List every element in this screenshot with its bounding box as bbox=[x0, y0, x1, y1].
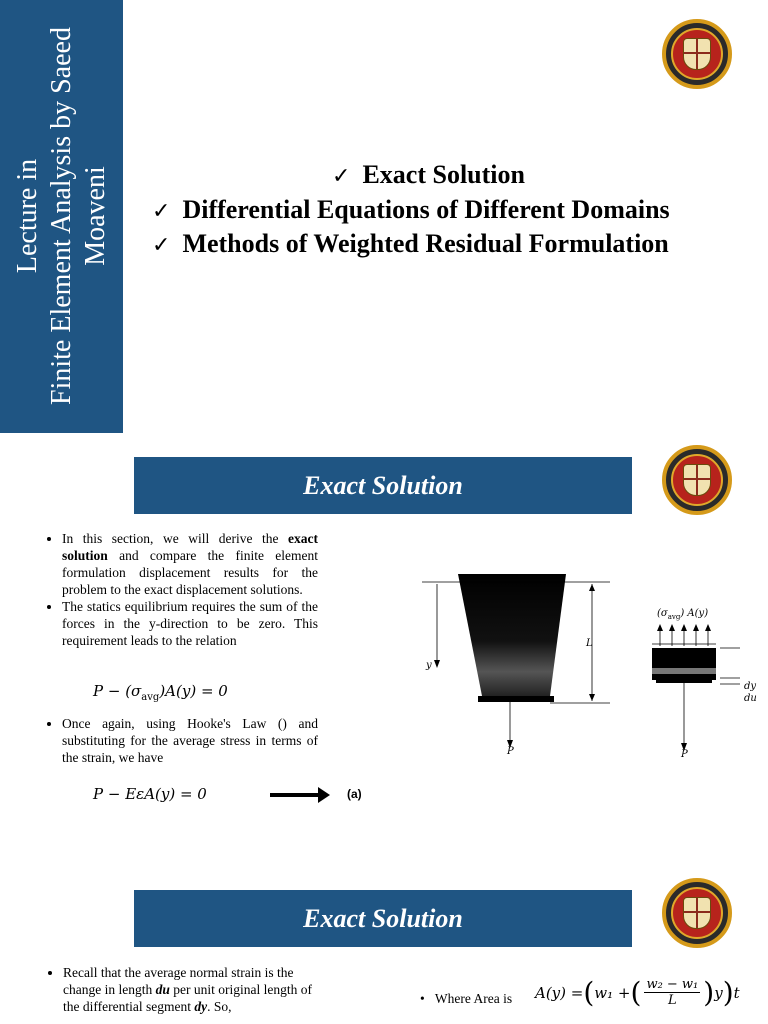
university-seal-logo bbox=[662, 445, 732, 515]
slide-title: Exact Solution bbox=[134, 457, 632, 514]
list-item: • Recall that the average normal strain is the change in length du per unit original length of the differential segment dy. So, bbox=[63, 964, 320, 1015]
topic-item: ✓ Exact Solution bbox=[332, 160, 525, 189]
tapered-bar-diagram bbox=[420, 568, 768, 768]
diagram-graphic bbox=[420, 568, 768, 768]
stress-label: $(\sigma_{avg})$ A(y) bbox=[657, 608, 709, 621]
area-equation: A(y) = ( w₁ + ( $\frac{\text{w₂ − w₁}}{L}$ ) y ) t bbox=[535, 976, 740, 1009]
topic-item: ✓ Differential Equations of Different Domains bbox=[152, 195, 670, 224]
du-label: du bbox=[744, 693, 757, 704]
text-column bbox=[45, 964, 320, 1015]
list-item: • Once again, using Hooke's Law () and substituting for the average stress in terms of the strain, we have bbox=[62, 715, 318, 766]
lecture-sidebar bbox=[0, 0, 123, 433]
slide-1 bbox=[0, 0, 768, 433]
hooke-equation: P − EεA(y) = 0 bbox=[93, 785, 207, 803]
university-seal-logo bbox=[662, 878, 732, 948]
y-axis-label: y bbox=[426, 660, 432, 671]
dy-label: dy bbox=[744, 681, 757, 692]
right-arrow-icon bbox=[270, 793, 320, 797]
length-label: L bbox=[586, 638, 593, 649]
load-label: P bbox=[507, 746, 514, 757]
area-bullet: • Where Area is bbox=[420, 991, 513, 1006]
slide-2 bbox=[0, 433, 768, 866]
text-column bbox=[44, 530, 318, 649]
check-icon: ✓ bbox=[152, 232, 171, 257]
slide-3 bbox=[0, 866, 768, 1024]
university-seal-logo bbox=[662, 19, 732, 89]
equation-label: (a) bbox=[347, 787, 362, 801]
check-icon: ✓ bbox=[152, 198, 171, 223]
equilibrium-equation: $P - (\sigma_{avg})A(y) = 0$ bbox=[93, 682, 228, 703]
list-item: • In this section, we will derive the exact solution and compare the finite element formulation displacement results for the problem to the exact displacement solutions. bbox=[62, 530, 318, 598]
list-item: • The statics equilibrium requires the sum of the forces in the y-direction to be zero. This requirement leads to the relation bbox=[62, 598, 318, 649]
load-label: P bbox=[681, 749, 688, 760]
slide-title: Exact Solution bbox=[134, 890, 632, 947]
text-column bbox=[44, 715, 318, 766]
topic-item: ✓ Methods of Weighted Residual Formulation bbox=[152, 229, 669, 258]
lecture-title-vertical: Lecture in Finite Element Analysis by Saeed Moaveni bbox=[12, 27, 111, 405]
check-icon: ✓ bbox=[332, 163, 351, 188]
